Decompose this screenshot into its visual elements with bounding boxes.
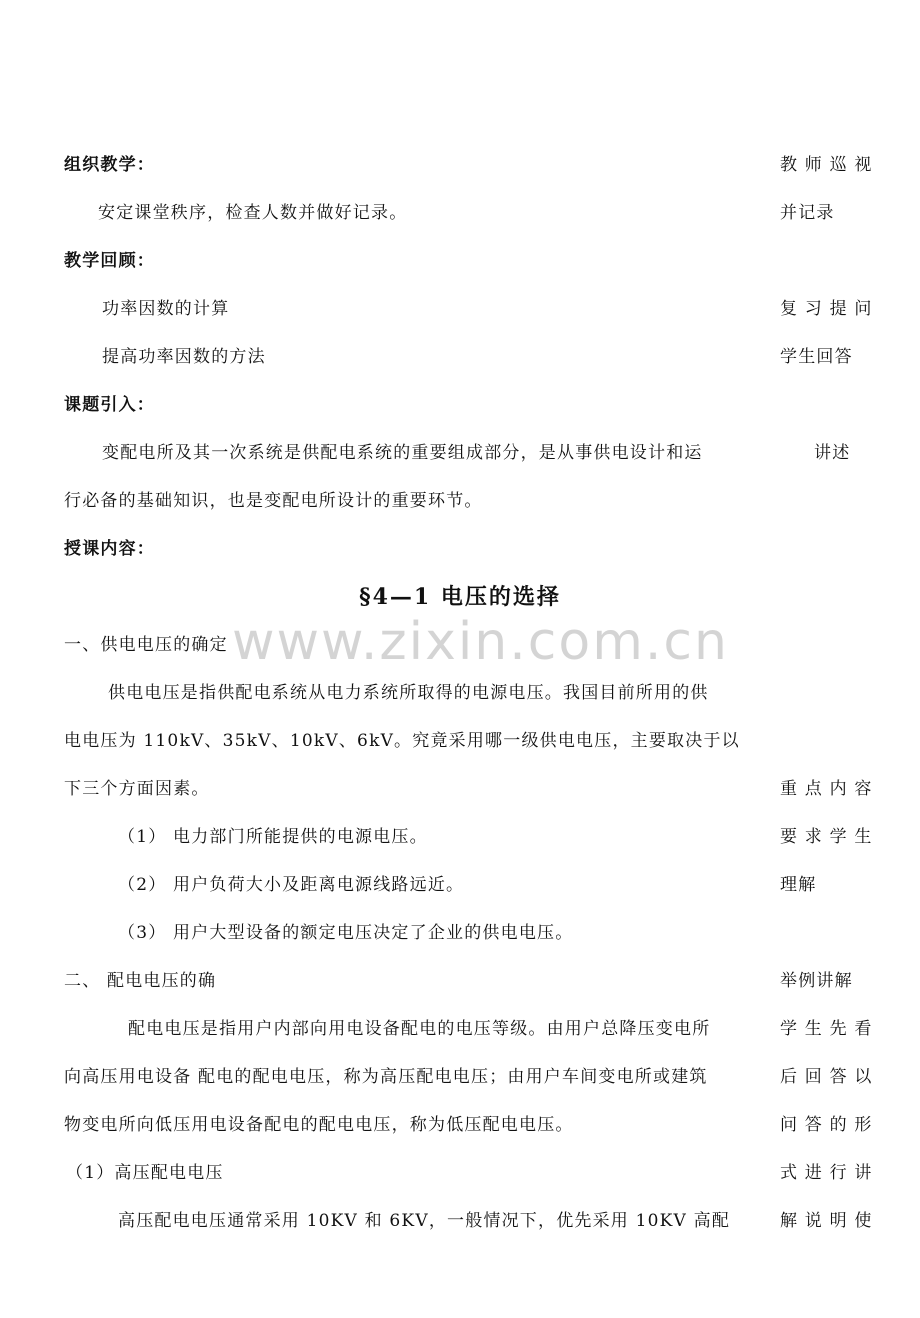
part2-line: 向高压用电设备 配电的配电电压，称为高压配电电压；由用户车间变电所或建筑 [64,1067,708,1087]
review-item: 提高功率因数的方法 [102,347,266,367]
side-note-part2-6: 解 说 明 使 [780,1211,873,1231]
heading-review: 教学回顾： [64,251,155,271]
heading-content: 授课内容： [64,539,155,559]
side-note-review-2: 学生回答 [780,347,853,367]
part1-line: 电电压为 110kV、35kV、10kV、6kV。究竟采用哪一级供电电压，主要取决于以 [64,731,740,751]
heading-organize: 组织教学： [64,155,155,175]
watermark: www.zixin.com.cn [232,612,729,672]
side-note-part2-3: 后 回 答 以 [780,1067,873,1087]
intro-line: 行必备的基础知识，也是变配电所设计的重要环节。 [64,491,483,511]
part1-line: 供电电压是指供配电系统从电力系统所取得的电源电压。我国目前所用的供 [108,683,709,703]
side-note-review-1: 复 习 提 问 [780,299,873,319]
side-note-part2-5: 式 进 行 讲 [780,1163,873,1183]
heading-intro: 课题引入： [64,395,155,415]
factor-item: （3） 用户大型设备的额定电压决定了企业的供电电压。 [118,923,574,943]
part2-heading: 二、 配电电压的确 [64,971,217,991]
part2-line: 配电电压是指用户内部向用电设备配电的电压等级。由用户总降压变电所 [128,1019,711,1039]
part1-heading: 一、供电电压的确定 [64,635,228,655]
factor-item: （1） 电力部门所能提供的电源电压。 [118,827,428,847]
part2-sub-line: 高压配电电压通常采用 10KV 和 6KV，一般情况下，优先采用 10KV 高配 [118,1211,731,1231]
side-note-part1-3: 理解 [780,875,817,895]
side-note-org-2: 并记录 [780,203,835,223]
organize-text: 安定课堂秩序，检查人数并做好记录。 [98,203,408,223]
part2-subheading: （1）高压配电电压 [66,1163,224,1183]
side-note-org-1: 教 师 巡 视 [780,155,873,175]
chapter-title: §4—1 电压的选择 [359,584,561,610]
part1-line: 下三个方面因素。 [64,779,210,799]
side-note-part1-1: 重 点 内 容 [780,779,873,799]
side-note-part2-2: 学 生 先 看 [780,1019,873,1039]
side-note-part2-1: 举例讲解 [780,971,853,991]
factor-item: （2） 用户负荷大小及距离电源线路远近。 [118,875,465,895]
part2-line: 物变电所向低压用电设备配电的配电电压，称为低压配电电压。 [64,1115,574,1135]
side-note-part2-4: 问 答 的 形 [780,1115,873,1135]
review-item: 功率因数的计算 [102,299,230,319]
intro-line: 变配电所及其一次系统是供配电系统的重要组成部分，是从事供电设计和运 [102,443,703,463]
side-note-intro: 讲述 [814,443,851,463]
side-note-part1-2: 要 求 学 生 [780,827,873,847]
